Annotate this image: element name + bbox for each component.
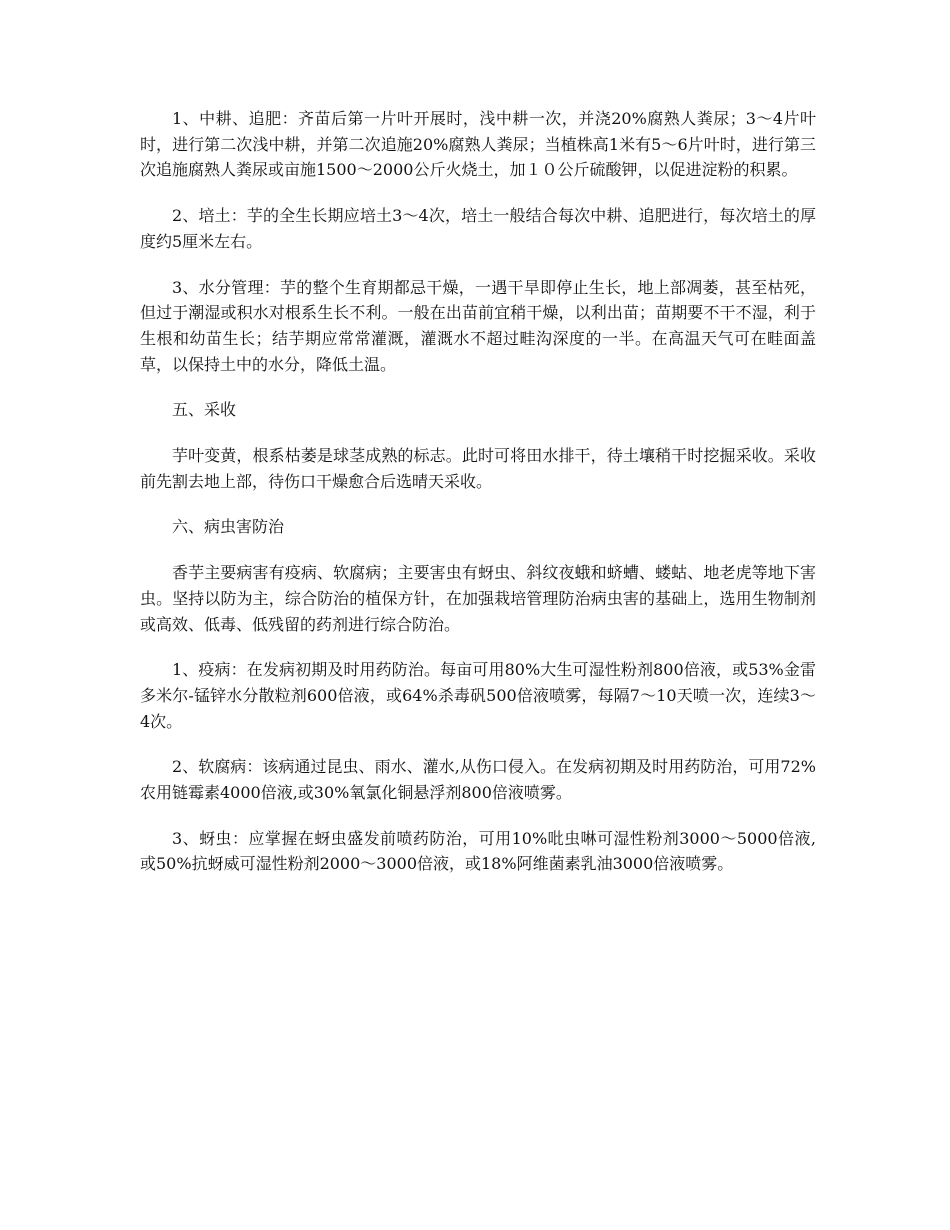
paragraph-soft-rot: 2、软腐病：该病通过昆虫、雨水、灌水,从伤口侵入。在发病初期及时用药防治，可用72%农用链霉素4000倍液,或30%氧氯化铜悬浮剂800倍液喷雾。 (140, 757, 816, 803)
paragraph-harvest: 芋叶变黄，根系枯萎是球茎成熟的标志。此时可将田水排干，待土壤稍干时挖掘采收。采收前先割去地上部，待伤口干燥愈合后选晴天采收。 (140, 446, 816, 491)
paragraph-aphid: 3、蚜虫：应掌握在蚜虫盛发前喷药防治，可用10%吡虫啉可湿性粉剂3000～5000倍液,或50%抗蚜威可湿性粉剂2000～3000倍液，或18%阿维菌素乳油3000倍液喷雾。 (140, 828, 816, 874)
section-heading-pest-control: 六、病虫害防治 (172, 517, 285, 537)
paragraph-topdressing: 1、中耕、追肥：齐苗后第一片叶开展时，浅中耕一次，并浇20%腐熟人粪尿；3～4片叶时，进行第二次浅中耕，并第二次追施20%腐熟人粪尿；当植株高1米有5～6片叶时，进行第三次追施腐熟人粪尿或亩施1500～2000公斤火烧土，加１０公斤硫酸钾，以促进淀粉的积累。 (140, 109, 816, 180)
document-page (140, 106, 816, 897)
paragraph-pest-overview: 香芋主要病害有疫病、软腐病；主要害虫有蚜虫、斜纹夜蛾和蛴螬、蝼蛄、地老虎等地下害虫。坚持以防为主，综合防治的植保方针，在加强栽培管理防治病虫害的基础上，选用生物制剂或高效、低毒、低残留的药剂进行综合防治。 (140, 563, 816, 634)
paragraph-earthing-up: 2、培土：芋的全生长期应培土3～4次，培土一般结合每次中耕、追肥进行，每次培土的厚度约5厘米左右。 (140, 206, 816, 251)
paragraph-water-management: 3、水分管理：芋的整个生育期都忌干燥，一遇干旱即停止生长，地上部凋萎，甚至枯死，但过于潮湿或积水对根系生长不利。一般在出苗前宜稍干燥，以利出苗；苗期要不干不湿，利于生根和幼苗生长；结芋期应常常灌溉，灌溉水不超过畦沟深度的一半。在高温天气可在畦面盖草，以保持土中的水分，降低土温。 (140, 277, 816, 374)
section-heading-harvest: 五、采收 (172, 400, 237, 420)
paragraph-blight: 1、疫病：在发病初期及时用药防治。每亩可用80%大生可湿性粉剂800倍液，或53%金雷多米尔-锰锌水分散粒剂600倍液，或64%杀毒矾500倍液喷雾，每隔7～10天喷一次，连续3～4次。 (140, 660, 816, 731)
